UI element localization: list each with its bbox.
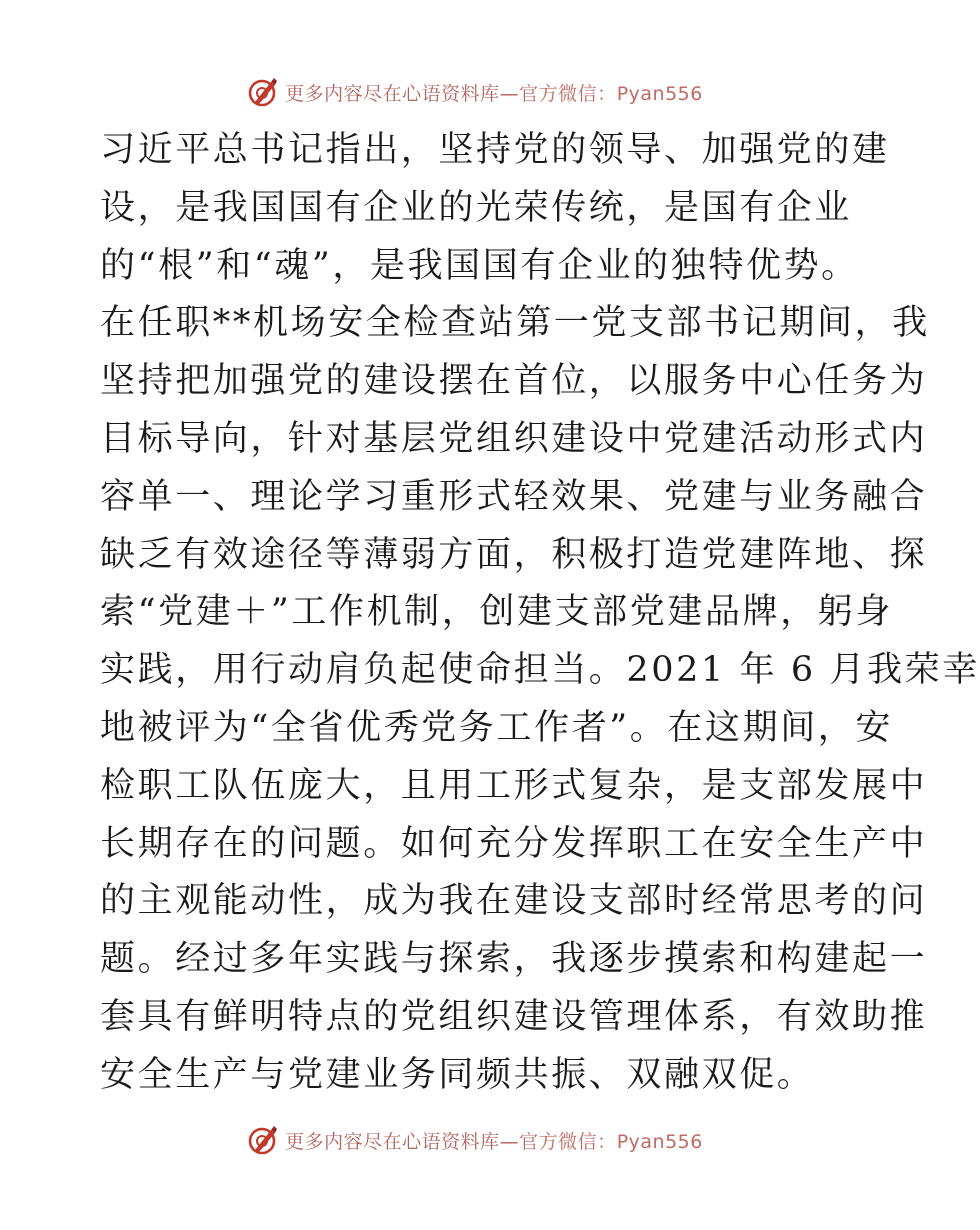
paragraph-line: 题。经过多年实践与探索，我逐步摸索和构建起一: [100, 939, 928, 980]
header-banner-inner: [247, 76, 703, 108]
paragraph-line: 的主观能动性，成为我在建设支部时经常思考的问: [100, 881, 928, 922]
paragraph-line: 目标导向，针对基层党组织建设中党建活动形式内: [100, 418, 928, 459]
footer-wechat-id: Pyan556: [616, 1130, 703, 1153]
paragraph-line: 的“根”和“魂”，是我国国有企业的独特优势。: [100, 245, 859, 286]
paragraph-line: 缺乏有效途径等薄弱方面，积极打造党建阵地、探: [100, 534, 928, 575]
paragraph-line: 检职工队伍庞大，且用工形式复杂，是支部发展中: [100, 765, 928, 806]
footer-wechat-label: 官方微信：: [519, 1130, 617, 1153]
header-wechat-id: Pyan556: [616, 82, 703, 105]
paragraph-line: 地被评为“全省优秀党务工作者”。在这期间，安: [100, 707, 893, 748]
footer-site-text: 更多内容尽在心语资料库: [285, 1130, 500, 1153]
paragraph-line: 安全生产与党建业务同频共振、双融双促。: [100, 1054, 815, 1095]
header-site-text: 更多内容尽在心语资料库: [285, 82, 500, 105]
paragraph-line: 容单一、理论学习重形式轻效果、党建与业务融合: [100, 476, 928, 517]
header-banner-text: [285, 79, 703, 106]
header-separator: —: [499, 82, 520, 105]
document-paragraph: [100, 122, 980, 1105]
header-wechat-label: 官方微信：: [519, 82, 617, 105]
paragraph-line: 习近平总书记指出，坚持党的领导、加强党的建: [100, 130, 890, 170]
footer-separator: —: [499, 1130, 520, 1153]
paragraph-line: 长期存在的问题。如何充分发挥职工在安全生产中: [100, 823, 928, 864]
header-banner: [0, 72, 950, 112]
footer-banner-inner: [247, 1124, 703, 1156]
paragraph-line: 设，是我国国有企业的光荣传统，是国有企业: [100, 187, 853, 228]
logo-icon: [247, 76, 279, 108]
footer-banner: [0, 1120, 950, 1160]
paragraph-line: 在任职**机场安全检查站第一党支部书记期间，我: [100, 303, 930, 344]
paragraph-line: 实践，用行动肩负起使命担当。2021 年 6 月我荣幸: [100, 650, 980, 691]
footer-banner-text: [285, 1127, 703, 1154]
paragraph-line: 坚持把加强党的建设摆在首位，以服务中心任务为: [100, 361, 928, 402]
logo-icon: [247, 1124, 279, 1156]
paragraph-line: 套具有鲜明特点的党组织建设管理体系，有效助推: [100, 996, 928, 1037]
paragraph-line: 索“党建＋”工作机制，创建支部党建品牌，躬身: [100, 592, 893, 633]
